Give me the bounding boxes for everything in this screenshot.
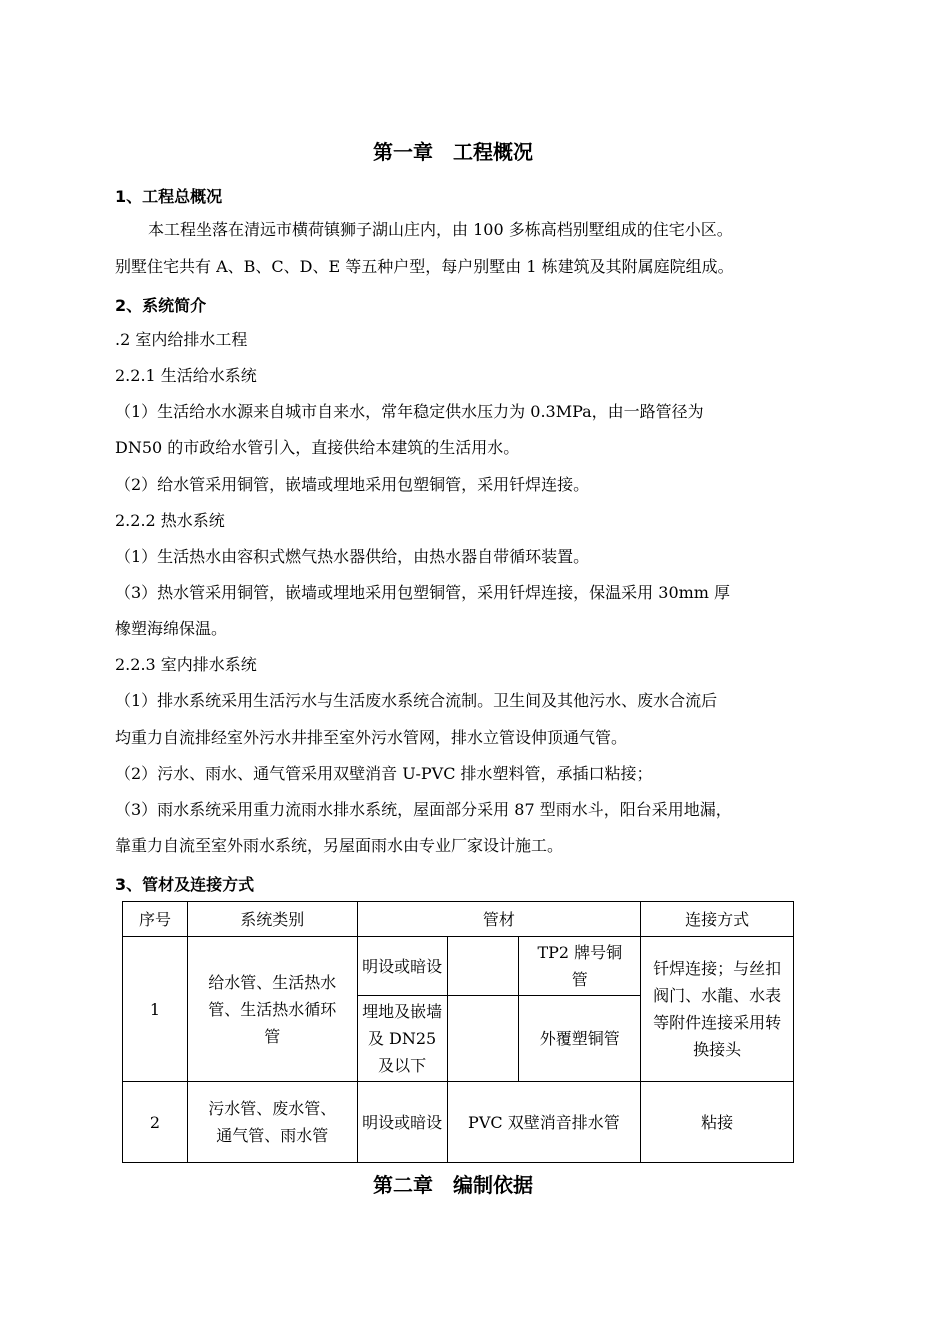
- row2-category: 污水管、废水管、通气管、雨水管: [187, 1082, 357, 1163]
- paragraph-line: （1）生活给水水源来自城市自来水，常年稳定供水压力为 0.3MPa，由一路管径为: [115, 402, 704, 421]
- row1-connection: 钎焊连接；与丝扣阀门、水龍、水表等附件连接采用转换接头: [641, 937, 794, 1082]
- paragraph-line: 2.2.1 生活给水系统: [115, 366, 257, 385]
- chapter-2-title: 第二章 编制依据: [373, 1173, 533, 1197]
- paragraph-line: （1）排水系统采用生活污水与生活废水系统合流制。卫生间及其他污水、废水合流后: [115, 691, 718, 710]
- table-row: [123, 1082, 794, 1163]
- row2-material: PVC 双壁消音排水管: [447, 1082, 641, 1163]
- row1-empty-cell: [447, 937, 519, 996]
- header-connection: 连接方式: [641, 902, 794, 937]
- header-material: 管材: [357, 902, 641, 937]
- chapter-1-title: 第一章 工程概况: [373, 140, 533, 164]
- paragraph-line: .2 室内给排水工程: [115, 330, 248, 349]
- paragraph-line: 本工程坐落在清远市横荷镇狮子湖山庄内，由 100 多栋高档别墅组成的住宅小区。: [148, 220, 733, 239]
- row2-connection: 粘接: [641, 1082, 794, 1163]
- row1-sub1-material: TP2 牌号铜管: [519, 937, 641, 996]
- paragraph-line: （2）给水管采用铜管，嵌墙或埋地采用包塑铜管，采用钎焊连接。: [115, 475, 590, 494]
- table-row: [123, 937, 794, 996]
- section-3-heading: 3、管材及连接方式: [115, 875, 255, 894]
- row1-category: 给水管、生活热水管、生活热水循环管: [187, 937, 357, 1082]
- row2-install: 明设或暗设: [357, 1082, 447, 1163]
- paragraph-line: 均重力自流排经室外污水井排至室外污水管网，排水立管设伸顶通气管。: [115, 728, 628, 747]
- pipe-material-table: [122, 901, 794, 1163]
- paragraph-line: 2.2.2 热水系统: [115, 511, 225, 530]
- row1-sub2-install: 埋地及嵌墙及 DN25 及以下: [357, 996, 447, 1082]
- paragraph-line: 别墅住宅共有 A、B、C、D、E 等五种户型，每户别墅由 1 栋建筑及其附属庭院组成。: [115, 257, 734, 276]
- table-header-row: [123, 902, 794, 937]
- paragraph-line: DN50 的市政给水管引入，直接供给本建筑的生活用水。: [115, 438, 520, 457]
- paragraph-line: 橡塑海绵保温。: [115, 619, 228, 638]
- paragraph-line: 2.2.3 室内排水系统: [115, 655, 257, 674]
- header-category: 系统类别: [187, 902, 357, 937]
- section-2-heading: 2、系统简介: [115, 296, 207, 315]
- paragraph-line: （2）污水、雨水、通气管采用双壁消音 U-PVC 排水塑料管，承插口粘接；: [115, 764, 653, 783]
- paragraph-line: 靠重力自流至室外雨水系统，另屋面雨水由专业厂家设计施工。: [115, 836, 564, 855]
- paragraph-line: （3）热水管采用铜管，嵌墙或埋地采用包塑铜管，采用钎焊连接，保温采用 30mm 厚: [115, 583, 731, 602]
- row1-sub2-material: 外覆塑铜管: [519, 996, 641, 1082]
- row2-no: 2: [123, 1082, 188, 1163]
- paragraph-line: （3）雨水系统采用重力流雨水排水系统，屋面部分采用 87 型雨水斗，阳台采用地漏，: [115, 800, 732, 819]
- row1-no: 1: [123, 937, 188, 1082]
- header-no: 序号: [123, 902, 188, 937]
- row1-sub1-install: 明设或暗设: [357, 937, 447, 996]
- row1-empty-cell: [447, 996, 519, 1082]
- paragraph-line: （1）生活热水由容积式燃气热水器供给，由热水器自带循环装置。: [115, 547, 590, 566]
- section-1-heading: 1、工程总概况: [115, 187, 223, 206]
